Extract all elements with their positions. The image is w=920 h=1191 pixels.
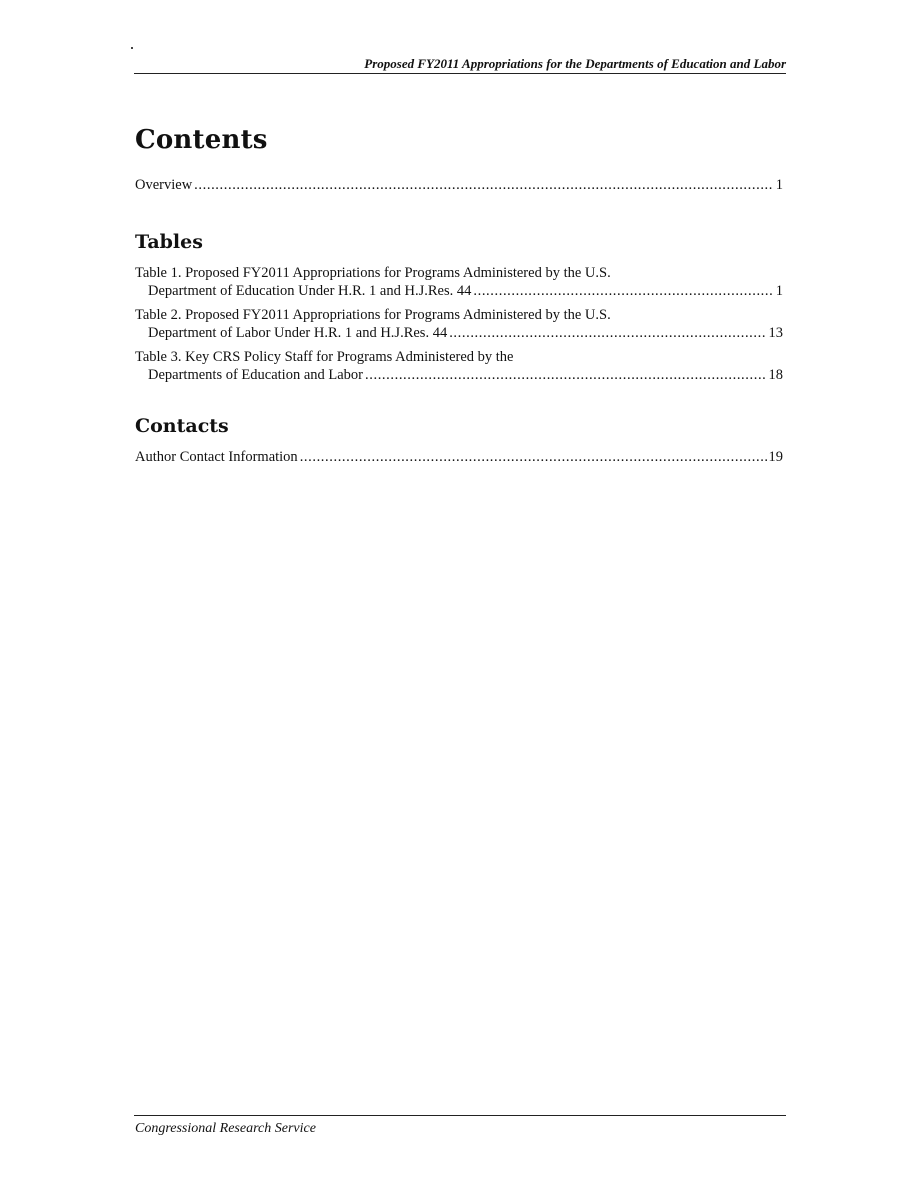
toc-entry-page: 13 [768, 325, 783, 341]
toc-entry-table-3[interactable] [135, 348, 783, 384]
toc-entry-page: 1 [775, 283, 783, 299]
toc-entry-label: Table 2. Proposed FY2011 Appropriations for Programs Administered by the U.S. [135, 307, 611, 323]
toc-entry-label: Author Contact Information [135, 449, 298, 465]
contacts-heading: Contacts [135, 415, 229, 437]
toc-entry-table-1[interactable] [135, 264, 783, 300]
toc-entry-label-continued: Departments of Education and Labor [148, 367, 364, 383]
toc-entry-label: Table 3. Key CRS Policy Staff for Programs Administered by the [135, 349, 514, 365]
footer-publisher: Congressional Research Service [135, 1121, 316, 1136]
toc-entry-label-continued: Department of Labor Under H.R. 1 and H.J.Res. 44 [148, 325, 448, 341]
toc-entry-page: 1 [775, 177, 783, 193]
footer-rule [134, 1115, 786, 1116]
dot-leader [473, 282, 773, 300]
table-of-contents [135, 122, 783, 472]
toc-entry-page: 19 [768, 449, 783, 465]
toc-entry-table-2[interactable] [135, 306, 783, 342]
toc-entry-author-contact[interactable] [135, 448, 783, 466]
toc-entry-label-continued: Department of Education Under H.R. 1 and H.J.Res. 44 [148, 283, 472, 299]
dot-leader [449, 324, 766, 342]
toc-entry-overview[interactable] [135, 176, 783, 194]
toc-entry-label: Table 1. Proposed FY2011 Appropriations for Programs Administered by the U.S. [135, 265, 611, 281]
scan-artifact [131, 47, 133, 49]
dot-leader [194, 176, 774, 194]
tables-heading: Tables [135, 231, 203, 253]
toc-entry-page: 18 [768, 367, 783, 383]
toc-entry-label: Overview [135, 177, 193, 193]
dot-leader [300, 448, 767, 466]
contents-heading: Contents [135, 125, 268, 155]
dot-leader [365, 366, 766, 384]
running-header: Proposed FY2011 Appropriations for the Departments of Education and Labor [134, 56, 786, 74]
